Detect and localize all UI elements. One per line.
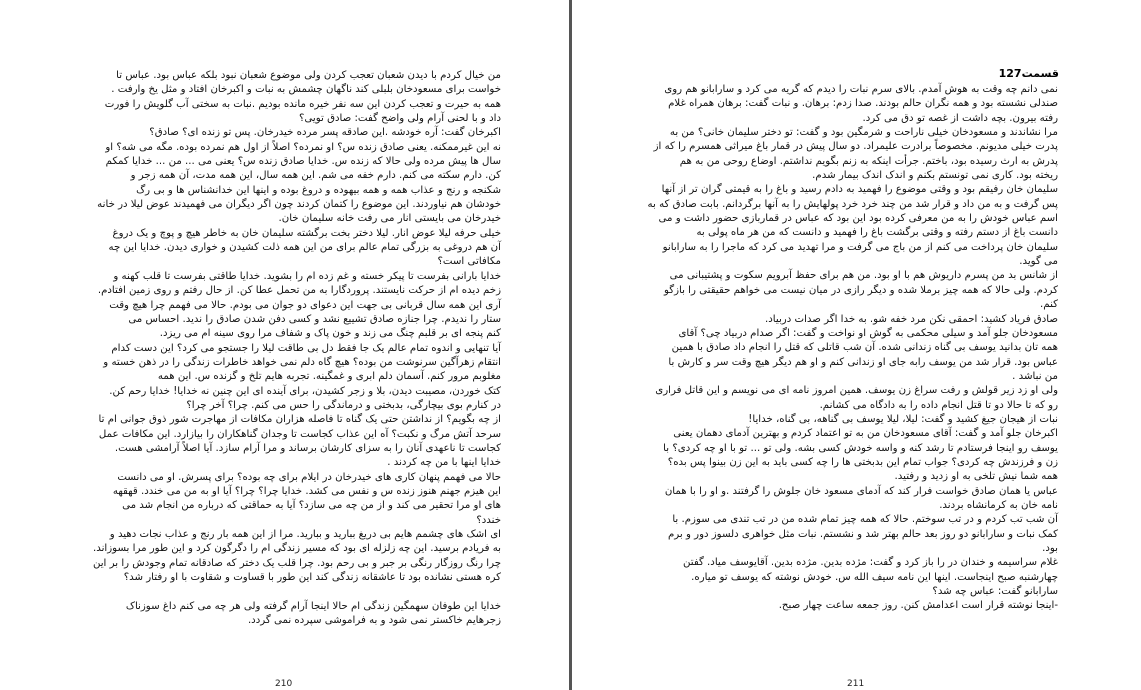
text-line: من نباشد .	[1012, 370, 1058, 382]
text-line: کردم. ولی حالا که همه چیز برملا شده و دیگر رازی در میان نیست می خواهم حقیقتی را بازگو	[663, 284, 1058, 296]
text-line: -اینجا نوشته قرار است اعدامش کنن. روز جمعه ساعت چهار صبح.	[778, 600, 1058, 612]
text-line: ریخته بود. کاری نمی تونستم بکنم و اندک اندک بیمار شدم.	[812, 170, 1058, 182]
text-line: از چه بگویم؟ از نداشتن حتی یک گناه تا فاصله هزاران مکافات از مهاجرت شور ذوق جوانی ام تا	[98, 414, 501, 426]
text-line: خدایا اینها با من چه کردند .	[387, 457, 501, 469]
text-line	[618, 614, 1058, 628]
text-line: از شانس بد من پسرم داریوش هم با او بود. من هم برای حفظ آبرویم سکوت و پشتیبانی می	[669, 270, 1058, 282]
page-number: 210	[275, 679, 293, 689]
text-line: خودشان هم نیاوردند. این موضوع را کتمان کردند چون اگر دیگران می فهمیدند عوض لیلا در خانه	[97, 199, 501, 211]
text-line: کجاست تا ناعهدی آنان را به سزای کارشان برساند و مرا آرام سازد. آیا اصلاً آرامشی هست.	[114, 442, 501, 454]
page-number: 211	[847, 679, 865, 689]
text-line: صادق فریاد کشید: احمقی نکن مرد خفه شو. به خدا اگر صدات دربیاد.	[765, 313, 1058, 325]
text-line: نه این غیرممکنه. یعنی صادق زنده س؟ او نمرده؟ اصلاً از اول هم نمرده بوده. مگه می شه؟ او	[105, 141, 501, 153]
text-line: زجرهایم خاکستر نمی شود و به فراموشی سپرده نمی گردد.	[247, 615, 501, 627]
text-line: این هیزم جهنم هنوز زنده س و نفس می کشد. خدایا چرا؟ چرا؟ آیا او به من می خندد. قهقهه	[112, 485, 501, 497]
text-line: کنم.	[1040, 299, 1058, 311]
text-line: خواست برای مسعودخان بلبلی کند ناگهان چشمش به نبات و اکبرخان افتاد و مثل یخ وارفت .	[111, 84, 501, 96]
text-line: داد و با لحنی آرام ولی واضح گفت: صادق تویی؟	[299, 113, 501, 125]
text-line: کمک نبات و سارابانو دو روز بعد حالم بهتر شد و نشستم. نبات مثل خواهری دلسوز دور و برم	[667, 528, 1058, 540]
text-line: خدایا بارانی بفرست تا پیکر خسته و غم زده ام را بشوید. خدایا طاقتی بفرست تا قلب کهنه و	[113, 270, 501, 282]
text-line	[61, 585, 501, 599]
text-line: آن هم دروغی به بزرگی تمام عالم برای من این همه ذلت کشیدن و خواری دیدن. خدایا این چه	[108, 242, 501, 254]
text-line: زن و فرزندش چه کردی؟ جواب تمام این بدبختی ها را چه کسی باید به این زن بینوا پس بده؟	[667, 456, 1058, 468]
text-line: مغلوبم مرور کنم. آسمان دلم ابری و غمگینه. تجربه هایم تلخ و گزنده س. این همه	[157, 371, 501, 383]
text-line: رفته بیرون. بچه داشت از غصه تو دق می کرد.	[862, 112, 1058, 124]
text-line: های او مرا تحقیر می کند و از من چه می سازد؟ آیا به حماقتی که درباره من انجام شد می	[122, 500, 501, 512]
left-page-body	[61, 69, 501, 628]
text-line: پدرش به ارث رسیده بود، باختم. جرأت اینکه به زنم بگویم نداشتم. اوضاع روحی من به هم	[679, 155, 1058, 167]
right-page-body	[618, 83, 1058, 628]
text-line: ولی او زد زیر قولش و رفت سراغ زن یوسف. همین امروز نامه ای می نویسم و این قاتل فراری	[655, 385, 1058, 397]
text-line: سرحد آتش مرگ و نکبت؟ آه این عذاب کجاست تا وجدان گناهکاران را بیازارد. این مکافات عمل	[98, 428, 501, 440]
text-line: انتقام زهرآگین سرنوشت من بوده؟ هیچ گاه دلم نمی خواهد خاطرات زندگی را در ذهن خسته و	[103, 356, 501, 368]
text-line: می گوید.	[1019, 256, 1058, 268]
text-line: مکافاتی است؟	[437, 256, 501, 268]
text-line: مرا نشاندند و مسعودخان خیلی ناراحت و شرمگین بود و گفت: تو دختر سلیمان خانی؟ من به	[669, 127, 1058, 139]
text-line: شکنجه و رنج و عذاب همه و همه بیهوده و دروغ بوده و اینها این خدانشناس ها و بی رگ	[136, 184, 501, 196]
text-line: عباس بود. قرار شد من یوسف رابه جای او زندانی کنم و او هم دیگر هیچ وقت سر و کارش با	[668, 356, 1058, 368]
text-line: همه به حیرت و تعجب کردن این سه نفر خیره مانده بودیم .نبات به سختی آب گلویش را فورت	[104, 98, 501, 110]
text-line: سلیمان خان رفیقم بود و وقتی موضوع را فهمید به دادم رسید و باغ را به قیمتی گران تر از آنها	[661, 184, 1058, 196]
text-line: غلام سراسیمه و خندان در را باز کرد و گفت: مژده بدین. مژده بدین. آقایوسف میاد. گفتن	[682, 557, 1058, 569]
text-line: آیا تنهایی و اندوه تمام عالم یک جا فقط دل بی طاقت لیلا را جستجو می کرد؟ این دست کدام	[111, 342, 501, 354]
left-page	[0, 0, 569, 690]
text-line: آری این همه سال قربانی بی جهت این دعوای دو جوان می بودم. حالا می فهمم چرا هیچ وقت	[109, 299, 501, 311]
text-line: یوسف رو اینجا فرستادم تا رشد کنه و واسه خودش کسی بشه. ولی تو ... تو با او چه کردی؟ با	[663, 442, 1058, 454]
text-line: همه شما نیش تلخی به او زدید و رفتید.	[894, 471, 1058, 483]
text-line: خندد؟	[476, 514, 501, 526]
text-line: رو که تا حالا دو تا قتل انجام داده را به دادگاه می کشانم.	[819, 399, 1058, 411]
text-line: بود.	[1042, 543, 1058, 554]
text-line: پس گرفت و به من داد و قرار شد من چند خرد خرد پولهایش را به آنها برگردانم. بابت صادق که به	[647, 198, 1058, 210]
text-line: کتک خوردن، مصیبت دیدن، بلا و زجر کشیدن، برای آینده ای این چنین نه خدایا! خدایا رحم کن.	[109, 385, 501, 397]
text-line: اکبرخان جلو آمد و گفت: آقای مسعودخان من به تو اعتماد کردم و بهترین آدمای دهمان یعنی	[673, 428, 1058, 440]
text-line: خیدرخان می بایستی انار می رفت خانه سلیمان خان.	[278, 213, 501, 225]
text-line: اکبرخان گفت: آره خودشه .این صادقه پسر مرده خیدرخان. پس تو زنده ای؟ صادق؟	[149, 127, 501, 139]
text-line: آن شب تب کردم و در تب سوختم. حالا که همه چیز تمام شده من در تب تندی می سوزم. با	[672, 514, 1058, 526]
right-page	[572, 0, 1141, 690]
text-line: عباس یا همان صادق خواست فرار کند که آدمای مسعود خان جلوش را گرفتند .و او را با همان	[664, 485, 1058, 497]
text-line: ستار را ندیدم. چرا جنازه صادق تشییع نشد و کسی دفن شدن صادق را ندید. احساس می	[128, 313, 501, 325]
text-line: ای اشک های چشمم هایم بی دریغ ببارید و ببارید. مرا از این همه بار رنج و عذاب نجات دهید و	[109, 529, 501, 540]
text-line: کن. دارم سکته می کنم. دارم خفه می شم. این همه سال، این همه مدت، آن همه زجر و	[130, 170, 501, 182]
text-line: صندلی نشسته بود و همه نگران حالم بودند. صدا زدم: برهان. و نبات گفت: برهان همراه غلام	[668, 98, 1058, 110]
text-line: نبات از هیجان جیغ کشید و گفت: لیلا، لیلا یوسف بی گناهه، بی گناه، خدایا!	[748, 413, 1058, 425]
text-line: در کنارم بوی بیچارگی، بدبختی و درماندگی را حس می کنم. چرا؟ آخر چرا؟	[186, 399, 501, 411]
text-line: حالا می فهمم پنهان کاری های خیدرخان در ایلام برای چه بوده؟ برای پسرش. او می دانست	[117, 471, 501, 483]
text-line: من خیال کردم با دیدن شعبان تعجب کردن ولی موضوع شعبان نبود بلکه عباس بود. عباس تا	[116, 70, 501, 81]
text-line: نامه خان به کرمانشاه بردند.	[939, 499, 1058, 511]
text-line: به فریادم برسید. این چه زلزله ای بود که مسیر زندگی ام را دگرگون کرد و این طور مرا بسوزاند.	[93, 543, 501, 555]
text-line: مسعودخان جلو آمد و سیلی محکمی به گوش او نواخت و گفت: اگر صدام دربیاد چی؟ آقای	[678, 327, 1058, 339]
text-line: زخم دیده ام از حرکت نایستند. پروردگارا به من تحمل عطا کن. از حال رفتم و روی زمین افتادم.	[97, 285, 501, 297]
text-line: چرا رنگ روزگار رنگی بر جبر و بی رحم بود. چرا قلب یک دختر که صادقانه تمام وجودش را بر این	[92, 557, 501, 569]
text-line: پدرت خیلی مدیونم. مخصوصاً برادرت علیمراد. دو سال پیش در قمار باغ میراثی همسرم را که از	[653, 141, 1058, 153]
text-line: کنم پنجه ای بر قلبم چنگ می زند و خون پاک و شفاف مرا روی سینه ام می ریزد.	[159, 328, 501, 340]
text-line: اسم عباس خودش را به من معرفی کرده بود این بود که عباس در قماربازی حضور داشت و می	[658, 213, 1058, 225]
text-line: خدایا این طوفان سهمگین زندگی ام حالا اینجا آرام گرفته ولی هر چه می کنم داغ سوزناک	[125, 600, 501, 612]
text-line: کره هستی نشانده بود تا عاشقانه زندگی کند این طور با قساوت و شقاوت با او رفتار شد؟	[123, 572, 501, 584]
chapter-title: قسمت127	[998, 67, 1059, 80]
text-line: دانست باغ از دستم رفته و وقتی برگشت باغ را فهمید و دانست که من هر ماه پولی به	[696, 227, 1058, 239]
text-line: سارابانو گفت: عباس چه شد؟	[932, 586, 1058, 598]
text-line: نمی دانم چه وقت به هوش آمدم. بالای سرم نبات را دیدم که گریه می کرد و سارابانو هم روی	[664, 84, 1058, 95]
text-line: سلیمان خان پرداخت می کنم از من باج می گرفت و مرا تهدید می کرد که ماجرا را به سارابانو	[662, 241, 1058, 253]
text-line: همه تان بدانید یوسف بی گناه زندانی شده. آن شب قاتلی که قتل را انجام داد صادق با همین	[671, 342, 1058, 354]
text-line: خیلی حرفه لیلا عوض انار. لیلا دختر بخت برگشته سلیمان خان به خاطر هیچ و پوچ و یک دروغ	[112, 227, 501, 239]
text-line: سال ها پیش مرده ولی حالا که زنده س. خدایا صادق زنده س؟ یعنی می ... من ... خدایا کمکم	[105, 156, 501, 168]
text-line: چهارشنبه صبح اینجاست. اینها این نامه سیف الله س. خودش نوشته که یوسف تو میاره.	[691, 571, 1058, 583]
